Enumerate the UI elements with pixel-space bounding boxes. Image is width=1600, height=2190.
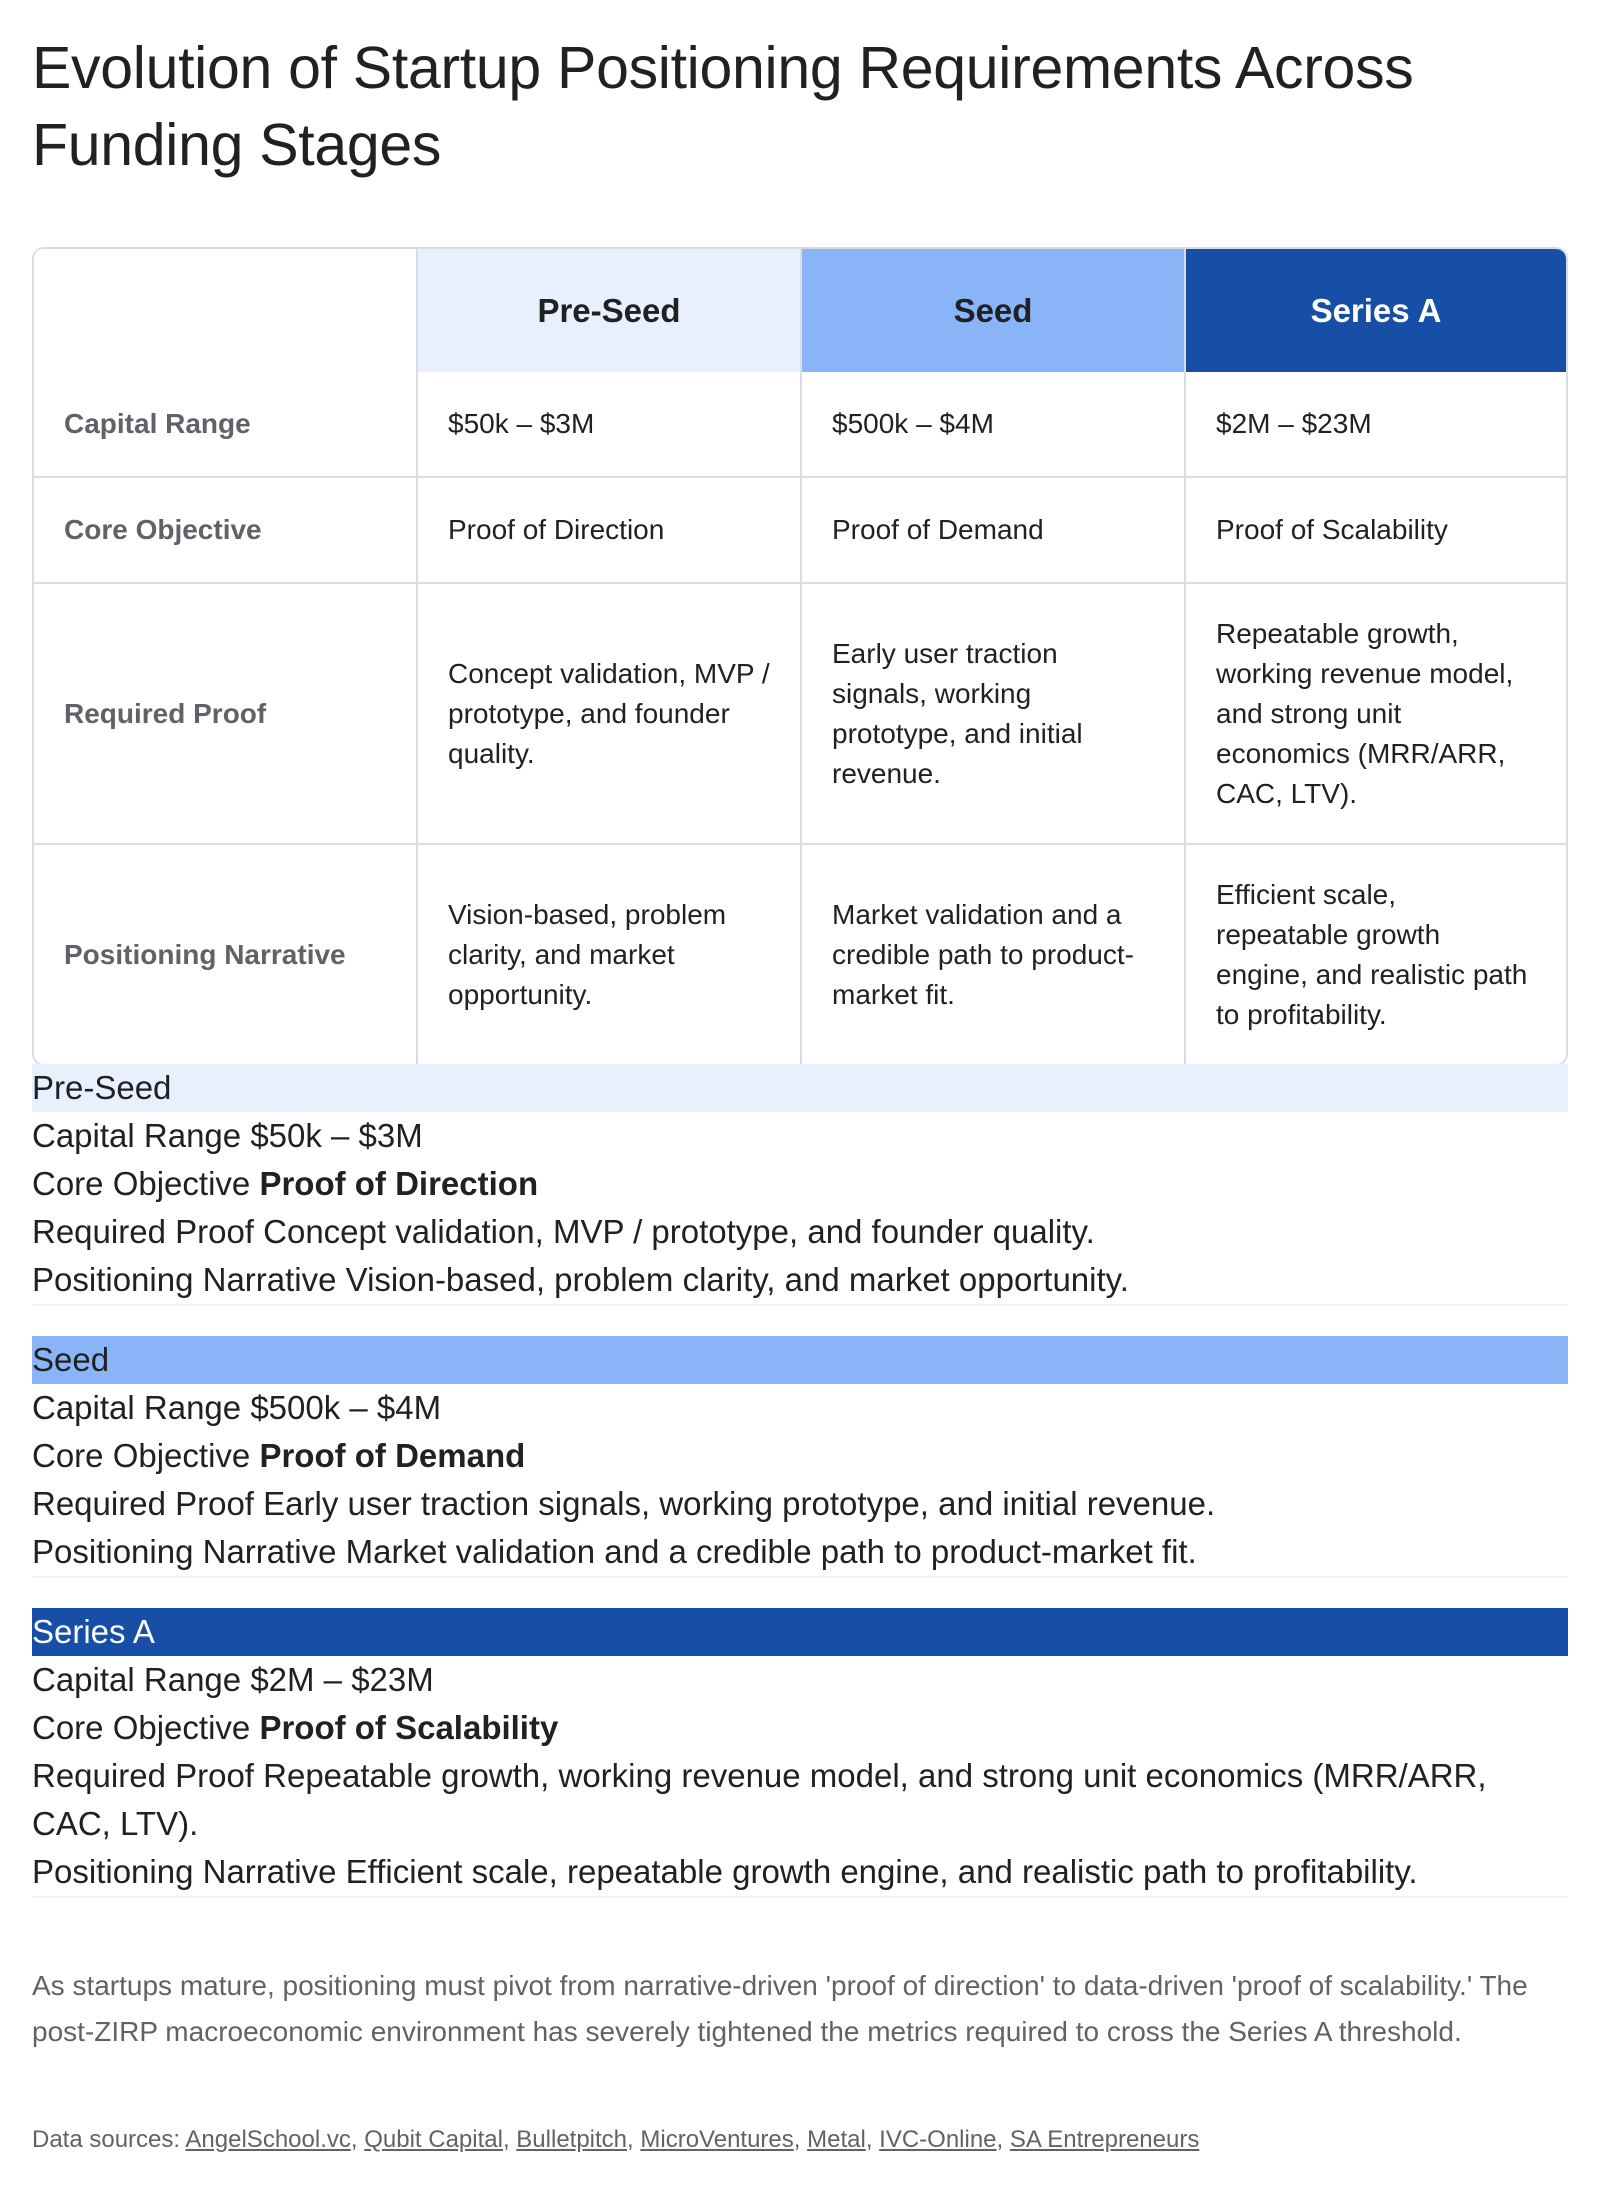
- cell-proof-pre-seed: Concept validation, MVP / prototype, and founder quality.: [417, 583, 801, 844]
- cell-narrative-seed: Market validation and a credible path to product-market fit.: [801, 844, 1185, 1064]
- cell-objective-pre-seed: Proof of Direction: [417, 477, 801, 583]
- field-label: Core Objective: [32, 1165, 251, 1202]
- field-label: Positioning Narrative: [32, 1853, 337, 1890]
- source-link-qubit-capital[interactable]: Qubit Capital: [364, 2126, 503, 2153]
- summary-note: As startups mature, positioning must pivot from narrative-driven 'proof of direction' to data-driven 'proof of scalability.' The post-ZIRP macroeconomic environment has severely tightened the metrics required to cross the Series A threshold.: [32, 1970, 1528, 2047]
- row-label-core-objective: Core Objective: [34, 477, 417, 583]
- header-pre-seed: Pre-Seed: [417, 249, 801, 372]
- table-row: [34, 583, 1566, 844]
- cell-proof-series-a: Repeatable growth, working revenue model, and strong unit economics (MRR/ARR, CAC, LTV).: [1185, 583, 1566, 844]
- cell-proof-seed: Early user traction signals, working prototype, and initial revenue.: [801, 583, 1185, 844]
- card-field-required-proof: [32, 1208, 1568, 1256]
- field-value: Repeatable growth, working revenue model, and strong unit economics (MRR/ARR, CAC, LTV).: [32, 1757, 1487, 1842]
- field-label: Required Proof: [32, 1757, 254, 1794]
- card-field-core-objective: [32, 1704, 1568, 1752]
- card-field-required-proof: [32, 1480, 1568, 1528]
- field-label: Core Objective: [32, 1709, 251, 1746]
- field-label: Capital Range: [32, 1117, 242, 1154]
- comparison-table-container: [32, 247, 1568, 1066]
- card-field-positioning-narrative: [32, 1848, 1568, 1896]
- field-value: Proof of Direction: [259, 1165, 539, 1202]
- header-seed: Seed: [801, 249, 1185, 372]
- cell-capital-seed: $500k – $4M: [801, 372, 1185, 477]
- cell-capital-series-a: $2M – $23M: [1185, 372, 1566, 477]
- table-header-row: [34, 249, 1566, 372]
- field-value: Proof of Demand: [259, 1437, 526, 1474]
- cell-narrative-pre-seed: Vision-based, problem clarity, and market opportunity.: [417, 844, 801, 1064]
- field-label: Capital Range: [32, 1389, 242, 1426]
- row-label-capital-range: Capital Range: [34, 372, 417, 477]
- field-value: $500k – $4M: [250, 1389, 442, 1426]
- source-link-sa-entrepreneurs[interactable]: SA Entrepreneurs: [1009, 2126, 1200, 2153]
- row-label-required-proof: Required Proof: [34, 583, 417, 844]
- card-field-capital-range: [32, 1384, 1568, 1432]
- field-value: Market validation and a credible path to product-market fit.: [345, 1533, 1197, 1570]
- page-title: Evolution of Startup Positioning Requirements Across Funding Stages: [32, 35, 1414, 178]
- card-field-capital-range: [32, 1656, 1568, 1704]
- source-link-microventures[interactable]: MicroVentures: [640, 2126, 794, 2153]
- stage-card-seed: [32, 1336, 1568, 1578]
- source-link-metal[interactable]: Metal: [807, 2126, 866, 2153]
- card-field-positioning-narrative: [32, 1528, 1568, 1576]
- field-label: Required Proof: [32, 1485, 254, 1522]
- table-row: [34, 477, 1566, 583]
- field-value: Proof of Scalability: [259, 1709, 559, 1746]
- field-value: Early user traction signals, working prototype, and initial revenue.: [263, 1485, 1216, 1522]
- comparison-table: [34, 249, 1566, 1064]
- cell-narrative-series-a: Efficient scale, repeatable growth engine, and realistic path to profitability.: [1216, 878, 1528, 1030]
- table-row: [34, 372, 1566, 477]
- table-row: [34, 844, 1566, 1064]
- cell-capital-pre-seed: $50k – $3M: [417, 372, 801, 477]
- card-field-positioning-narrative: [32, 1256, 1568, 1304]
- card-field-core-objective: [32, 1432, 1568, 1480]
- field-value: $50k – $3M: [250, 1117, 423, 1154]
- field-label: Capital Range: [32, 1661, 242, 1698]
- card-title: Seed: [32, 1336, 1568, 1384]
- card-title: Pre-Seed: [32, 1064, 1568, 1112]
- cell-objective-seed: Proof of Demand: [801, 477, 1185, 583]
- field-label: Positioning Narrative: [32, 1261, 337, 1298]
- source-link-ivc-online[interactable]: IVC-Online: [879, 2126, 997, 2153]
- row-label-positioning-narrative: Positioning Narrative: [34, 844, 417, 1064]
- stage-card-series-a: [32, 1608, 1568, 1898]
- field-value: Concept validation, MVP / prototype, and founder quality.: [263, 1213, 1095, 1250]
- header-corner-cell: [34, 249, 417, 372]
- source-link-angelschool[interactable]: AngelSchool.vc: [185, 2126, 351, 2153]
- card-field-required-proof: [32, 1752, 1568, 1848]
- header-series-a: Series A: [1185, 249, 1566, 372]
- stage-cards: [32, 1064, 1568, 1928]
- card-title: Series A: [32, 1608, 1568, 1656]
- card-field-capital-range: [32, 1112, 1568, 1160]
- field-label: Positioning Narrative: [32, 1533, 337, 1570]
- field-value: $2M – $23M: [250, 1661, 434, 1698]
- field-value: Vision-based, problem clarity, and market opportunity.: [345, 1261, 1129, 1298]
- stage-card-pre-seed: [32, 1064, 1568, 1306]
- data-sources: Data sources: AngelSchool.vc, Qubit Capital, Bulletpitch, MicroVentures, Metal, IVC-Online, SA Entrepreneurs: [32, 2126, 1200, 2153]
- field-value: Efficient scale, repeatable growth engine, and realistic path to profitability.: [345, 1853, 1418, 1890]
- source-link-bulletpitch[interactable]: Bulletpitch: [516, 2126, 628, 2153]
- cell-objective-series-a: Proof of Scalability: [1185, 477, 1566, 583]
- card-field-core-objective: [32, 1160, 1568, 1208]
- data-sources-label: Data sources:: [32, 2126, 181, 2153]
- field-label: Required Proof: [32, 1213, 254, 1250]
- field-label: Core Objective: [32, 1437, 251, 1474]
